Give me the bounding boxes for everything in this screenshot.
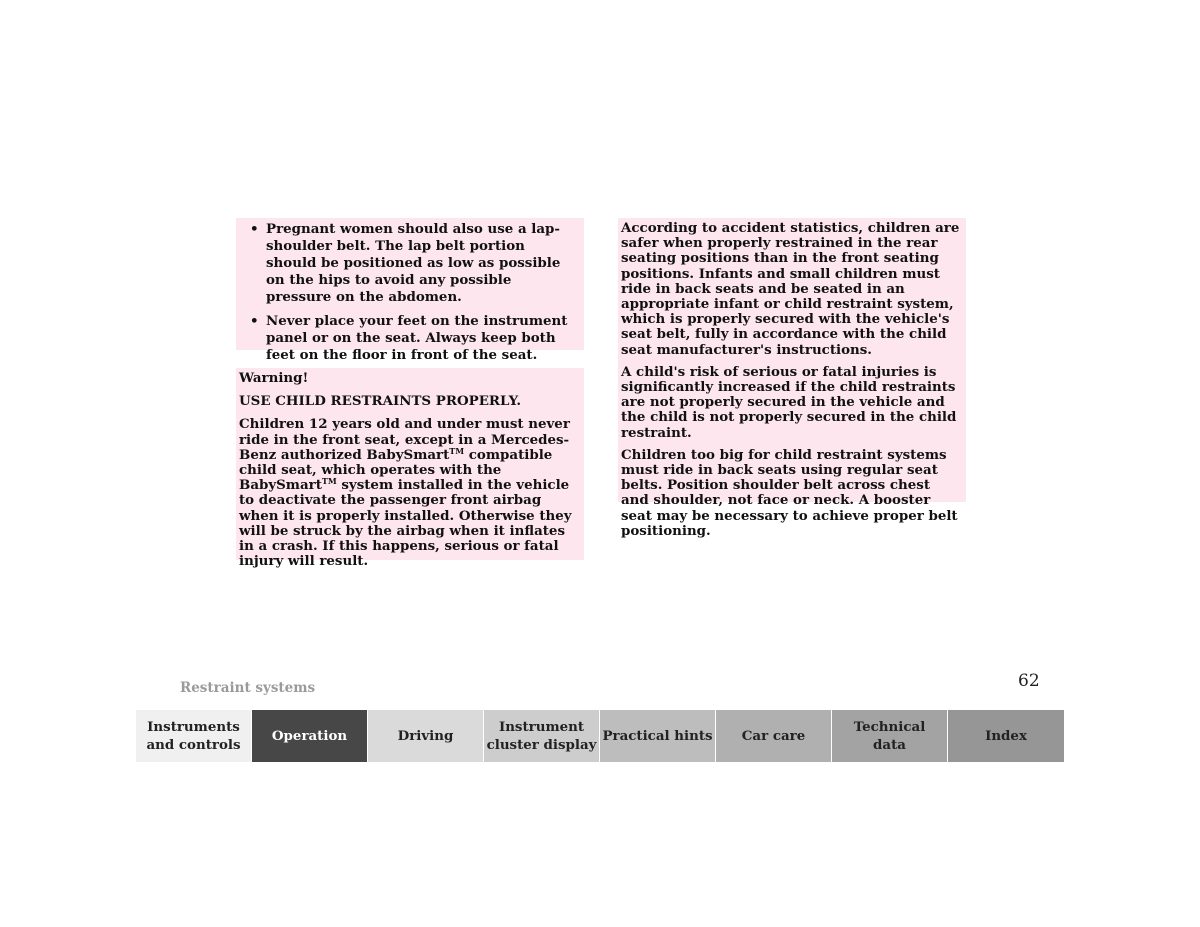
paragraph: Children too big for child restraint systems must ride in back seats using regular seat belts. Position shoulder belt across chest and shoulder, not face or neck. A booster seat may be necessary to achieve proper belt positioning. <box>621 446 958 539</box>
warning-body-part2: compatible child seat, which operates with the BabySmart <box>239 446 553 494</box>
tab-label: Instrument cluster display <box>486 719 597 753</box>
trademark-mark: TM <box>321 476 337 487</box>
section-label: Restraint systems <box>180 680 316 696</box>
paragraph: A child's risk of serious or fatal injuries is significantly increased if the child restraints are not properly secured in the vehicle and the child is not properly secured in the child restraint. <box>621 363 957 441</box>
tab-label: Instruments and controls <box>146 719 241 753</box>
warning-subtitle: USE CHILD RESTRAINTS PROPERLY. <box>239 393 522 410</box>
tab-instrument-cluster-display[interactable] <box>484 710 600 762</box>
list-item: • Pregnant women should also use a lap-shoulder belt. The lap belt portion should be positioned as low as possible on the hips to avoid any possible pressure on the abdomen. <box>248 221 576 306</box>
warning-box <box>236 368 584 570</box>
tab-label: Driving <box>397 728 454 744</box>
tab-label: Index <box>985 728 1027 744</box>
tab-technical-data[interactable] <box>832 710 948 762</box>
bullet-list <box>248 221 576 364</box>
paragraph: According to accident statistics, children are safer when properly restrained in the rear seating positions than in the front seating positions. Infants and small children must ride in back seats and be seated in an appropriate infant or child restraint system, which is properly secured with the vehicle's seat belt, fully in accordance with the child seat manufacturer's instructions. <box>621 220 960 358</box>
safety-bullets-box <box>236 218 584 363</box>
tab-car-care[interactable] <box>716 710 832 762</box>
tab-instruments-and-controls[interactable] <box>136 710 252 762</box>
trademark-mark: TM <box>449 445 465 456</box>
tab-label: Operation <box>271 728 348 744</box>
warning-body <box>239 417 578 569</box>
tab-practical-hints[interactable] <box>600 710 716 762</box>
tab-driving[interactable] <box>368 710 484 762</box>
tab-operation[interactable] <box>252 710 368 762</box>
page-number: 62 <box>1018 671 1040 691</box>
warning-title: Warning! <box>239 370 309 386</box>
warning-body-part3: system installed in the vehicle to deactivate the passenger front airbag when it is properly installed. Otherwise they will be struck by the airbag when it inflates in a crash. If this happens, serious or fatal injury will result. <box>239 477 572 570</box>
list-item: • Never place your feet on the instrument panel or on the seat. Always keep both feet on the floor in front of the seat. <box>248 313 576 364</box>
tab-index[interactable] <box>948 710 1064 762</box>
tab-label: Car care <box>741 728 806 744</box>
tab-label: Practical hints <box>602 728 713 744</box>
child-safety-box <box>618 218 966 539</box>
chapter-navigation <box>136 710 1064 762</box>
warning-body-part1: Children 12 years old and under must never ride in the front seat, except in a Mercedes-Benz authorized BabySmart <box>239 416 570 463</box>
tab-label: Technical data <box>853 719 926 753</box>
